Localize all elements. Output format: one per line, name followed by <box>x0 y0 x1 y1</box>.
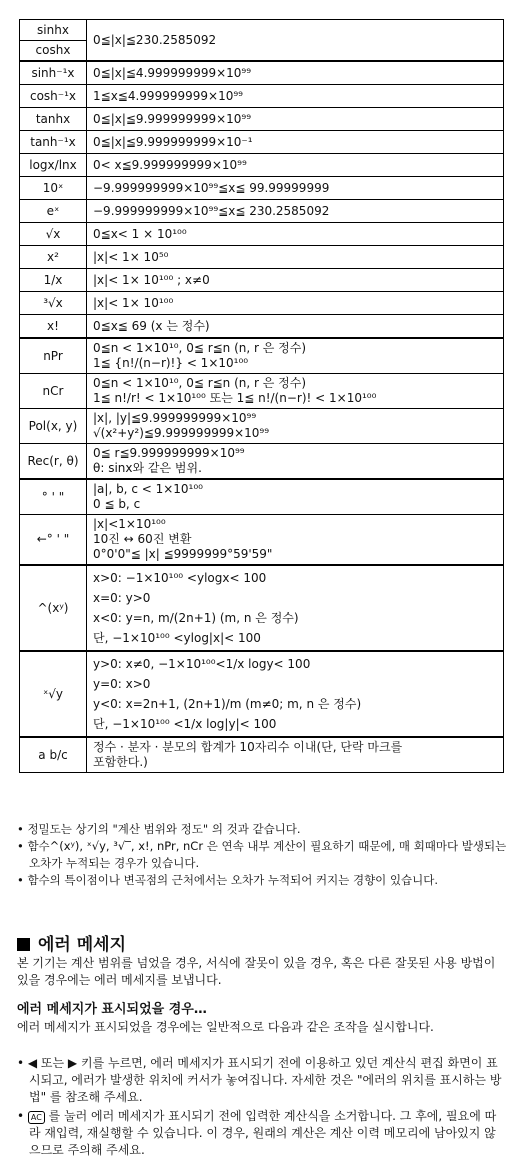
range-line: 0 ≦ b, c <box>93 497 141 511</box>
row-dms-convert <box>20 515 504 566</box>
note-item: • 정밀도는 상기의 "계산 범위와 정도" 의 것과 같습니다. <box>17 822 301 836</box>
range-line: 정수 · 분자 · 분모의 합계가 10자리수 이내(단, 단락 마크를 <box>93 740 403 754</box>
row-root <box>20 651 504 737</box>
range-line: x<0: y=n, m/(2n+1) (m, n 은 정수) <box>93 611 299 625</box>
range-cell <box>87 444 504 480</box>
range-line: 단, −1×10¹⁰⁰ <ylog|x|< 100 <box>93 631 261 645</box>
fn-cell: a b/c <box>20 737 87 773</box>
range-cell: 0< x≦9.999999999×10⁹⁹ <box>87 154 504 177</box>
range-line: y<0: x=2n+1, (2n+1)/m (m≠0; m, n 은 정수) <box>93 697 362 711</box>
table-row <box>20 177 504 200</box>
bullet-ac-key: • AC 를 눌러 에러 메세지가 표시되기 전에 입력한 계산식을 소거합니다. 그 후에, 필요에 따라 재입력, 재실행할 수 있습니다. 이 경우, 원래의 계산은 계산 이력 메모리에 남아있지 않으므로 주의해 주세요. <box>17 1109 497 1157</box>
range-cell: |x|< 1× 10¹⁰⁰ ; x≠0 <box>87 269 504 292</box>
row-rec <box>20 444 504 480</box>
range-line: 0≦n < 1×10¹⁰, 0≦ r≦n (n, r 은 정수) <box>93 341 307 355</box>
fn-cell: ←° ' " <box>20 515 87 566</box>
subheading: 에러 메세지가 표시되었을 경우… <box>17 1002 207 1017</box>
section-title: 에러 메세지 <box>38 935 127 955</box>
fn-cell: Rec(r, θ) <box>20 444 87 480</box>
row-ncr <box>20 374 504 409</box>
row-power <box>20 565 504 651</box>
range-cell: 1≦x≦4.999999999×10⁹⁹ <box>87 85 504 108</box>
notes <box>17 821 507 889</box>
range-cell: 0≦|x|≦230.2585092 <box>87 20 504 62</box>
range-line: y>0: x≠0, −1×10¹⁰⁰<1/x logy< 100 <box>93 657 311 671</box>
table-row <box>20 292 504 315</box>
table-row <box>20 20 504 62</box>
bullet-arrow-keys: • ◀ 또는 ▶ 키를 누르면, 에러 메세지가 표시되기 전에 이용하고 있던 계산식 편집 화면이 표시되고, 에러가 발생한 위치에 커서가 놓여집니다. 자세한 것은 "에러의 위치를 표시하는 방법" 를 참조해 주세요. <box>17 1056 502 1104</box>
note-item: • 함수^(xʸ), ˣ√y, ³√‾, x!, nPr, nCr 은 연속 내부 계산이 필요하기 때문에, 매 회때마다 발생되는 오차가 누적되는 경우가 있습니다. <box>17 839 507 870</box>
range-cell: |x|< 1× 10⁵⁰ <box>87 246 504 269</box>
range-cell <box>87 479 504 515</box>
fn-cell: 1/x <box>20 269 87 292</box>
bullet-ac-text: 를 눌러 에러 메세지가 표시되기 전에 입력한 계산식을 소거합니다. 그 후에, 필요에 따라 재입력, 재실행할 수 있습니다. 이 경우, 원래의 계산은 계산 이력 메모리에 남아있지 않으므로 주의해 주세요. <box>29 1109 497 1157</box>
fn-cell: cosh⁻¹x <box>20 85 87 108</box>
row-npr <box>20 338 504 374</box>
range-cell: 0≦|x|≦9.999999999×10⁻¹ <box>87 131 504 154</box>
fn-cell: √x <box>20 223 87 246</box>
range-cell: |x|< 1× 10¹⁰⁰ <box>87 292 504 315</box>
range-line: |a|, b, c < 1×10¹⁰⁰ <box>93 482 203 496</box>
table-row <box>20 315 504 339</box>
table-row <box>20 131 504 154</box>
range-cell: 0≦|x|≦9.999999999×10⁹⁹ <box>87 108 504 131</box>
fn-cell: ˣ√y <box>20 651 87 737</box>
range-cell: 0≦|x|≦4.999999999×10⁹⁹ <box>87 61 504 85</box>
fn-cell: nPr <box>20 338 87 374</box>
fn-cell: tanhx <box>20 108 87 131</box>
fn-cell: tanh⁻¹x <box>20 131 87 154</box>
table-row <box>20 269 504 292</box>
note-item: • 함수의 특이점이나 변곡점의 근처에서는 오차가 누적되어 커지는 경향이 있습니다. <box>17 873 439 887</box>
range-line: θ: sinx와 같은 범위. <box>93 461 202 475</box>
range-line: 10진 ↔ 60진 변환 <box>93 532 192 546</box>
intro-paragraph: 본 기기는 계산 범위를 넘었을 경우, 서식에 잘못이 있을 경우, 혹은 다른 잘못된 사용 방법이 있을 경우에는 에러 메세지를 보냅니다. <box>17 956 496 987</box>
fn-label: coshx <box>20 40 86 60</box>
range-line: √(x²+y²)≦9.999999999×10⁹⁹ <box>93 426 270 440</box>
fn-cell: x! <box>20 315 87 339</box>
range-cell <box>87 651 504 737</box>
fn-cell: x² <box>20 246 87 269</box>
row-pol <box>20 409 504 444</box>
range-line: 1≦ n!/r! < 1×10¹⁰⁰ 또는 1≦ n!/(n−r)! < 1×10¹⁰⁰ <box>93 391 377 405</box>
range-cell <box>87 515 504 566</box>
fn-cell: ° ' " <box>20 479 87 515</box>
range-line: |x|, |y|≦9.999999999×10⁹⁹ <box>93 411 257 425</box>
fn-label: sinhx <box>37 22 69 37</box>
fn-cell: logx/lnx <box>20 154 87 177</box>
range-cell <box>87 338 504 374</box>
range-cell <box>87 374 504 409</box>
range-cell <box>87 409 504 444</box>
range-line: 0≦n < 1×10¹⁰, 0≦ r≦n (n, r 은 정수) <box>93 376 307 390</box>
range-cell <box>87 737 504 773</box>
range-line: x>0: −1×10¹⁰⁰ <ylogx< 100 <box>93 571 267 585</box>
table-row <box>20 200 504 223</box>
table-row <box>20 61 504 85</box>
fn-cell: sinh⁻¹x <box>20 61 87 85</box>
row-dms <box>20 479 504 515</box>
range-line: y=0: x>0 <box>93 677 151 691</box>
fn-cell: Pol(x, y) <box>20 409 87 444</box>
row-fraction <box>20 737 504 773</box>
range-line: 0≦ r≦9.999999999×10⁹⁹ <box>93 446 245 460</box>
calculation-range-table <box>19 19 504 773</box>
section-heading <box>17 930 126 955</box>
range-line: 0°0'0"≦ |x| ≦9999999°59'59" <box>93 547 273 561</box>
table-row <box>20 223 504 246</box>
ac-key-icon: AC <box>28 1111 45 1124</box>
range-line: x=0: y>0 <box>93 591 151 605</box>
sub-intro-paragraph: 에러 메세지가 표시되었을 경우에는 일반적으로 다음과 같은 조작을 실시합니다. <box>17 1020 434 1034</box>
range-cell: −9.999999999×10⁹⁹≦x≦ 230.2585092 <box>87 200 504 223</box>
range-line: 단, −1×10¹⁰⁰ <1/x log|y|< 100 <box>93 717 277 731</box>
range-line: 1≦ {n!/(n−r)!} < 1×10¹⁰⁰ <box>93 356 249 370</box>
fn-cell: ³√x <box>20 292 87 315</box>
fn-cell <box>20 20 87 62</box>
table-row <box>20 246 504 269</box>
table-row <box>20 108 504 131</box>
table-row <box>20 154 504 177</box>
table-row <box>20 85 504 108</box>
fn-cell: 10ˣ <box>20 177 87 200</box>
square-bullet-icon <box>17 938 30 951</box>
range-line: |x|<1×10¹⁰⁰ <box>93 517 166 531</box>
range-cell <box>87 565 504 651</box>
fn-cell: nCr <box>20 374 87 409</box>
fn-cell: eˣ <box>20 200 87 223</box>
range-cell: −9.999999999×10⁹⁹≦x≦ 99.99999999 <box>87 177 504 200</box>
fn-cell: ^(xʸ) <box>20 565 87 651</box>
range-cell: 0≦x< 1 × 10¹⁰⁰ <box>87 223 504 246</box>
range-cell: 0≦x≦ 69 (x 는 정수) <box>87 315 504 339</box>
range-line: 포함한다.) <box>93 755 148 769</box>
